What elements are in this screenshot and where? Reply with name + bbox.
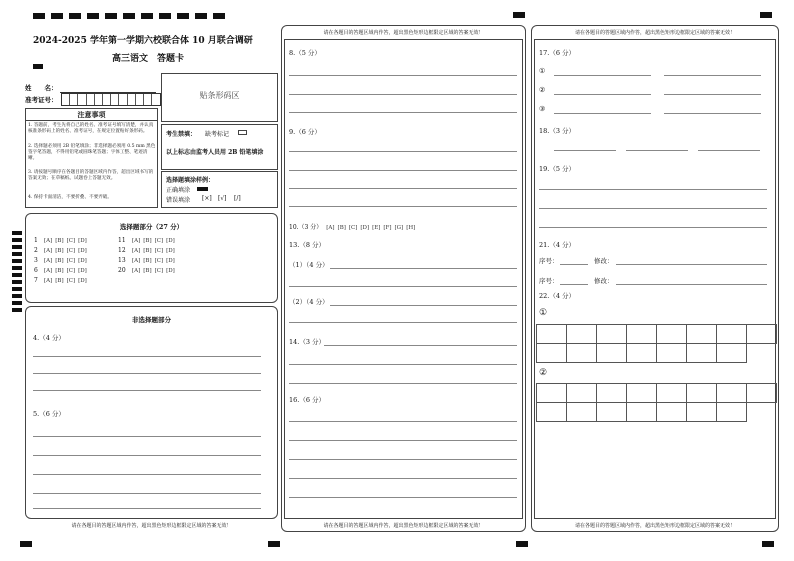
q10-choice-row[interactable]: 10.（3 分） [A] [B] [C] [D] [E] [F] [G] [H] xyxy=(289,224,416,231)
fill-example-title: 选择题填涂样例： xyxy=(166,177,215,184)
answer-line[interactable] xyxy=(539,227,767,228)
answer-region xyxy=(284,39,523,519)
choice-section-title: 选择题部分（27 分） xyxy=(119,223,184,231)
choice-row[interactable]: 7 [A] [B] [C] [D] xyxy=(34,277,87,284)
answer-line[interactable] xyxy=(33,436,261,437)
fix-field[interactable] xyxy=(616,284,767,285)
question-label: 21.（4 分） xyxy=(539,241,576,249)
sub-mark: ① xyxy=(539,308,548,318)
registration-mark xyxy=(159,13,171,19)
question-label: 22.（4 分） xyxy=(539,292,576,300)
answer-line[interactable] xyxy=(664,75,761,76)
wrong-fill-label: 错误填涂 xyxy=(166,197,191,204)
registration-mark xyxy=(195,13,207,19)
answer-line[interactable] xyxy=(539,189,767,190)
registration-mark xyxy=(268,541,280,547)
name-label: 姓 名： xyxy=(25,84,58,92)
answer-line[interactable] xyxy=(554,150,616,151)
answer-line[interactable] xyxy=(289,286,517,287)
answer-line[interactable] xyxy=(33,356,261,357)
registration-mark xyxy=(20,541,32,547)
choice-row[interactable]: 12 [A] [B] [C] [D] xyxy=(118,247,175,254)
id-label: 准考证号： xyxy=(25,96,58,104)
correct-fill-label: 正确填涂 xyxy=(166,187,191,194)
registration-mark xyxy=(69,13,81,19)
registration-mark xyxy=(213,13,225,19)
answer-line[interactable] xyxy=(33,455,261,456)
sub-mark: ② xyxy=(539,368,548,378)
sub-mark: ③ xyxy=(539,105,546,113)
fix-label: 修改： xyxy=(594,257,614,265)
answer-line[interactable] xyxy=(33,493,261,494)
choice-row[interactable]: 2 [A] [B] [C] [D] xyxy=(34,247,87,254)
sub-mark: ① xyxy=(539,67,546,75)
registration-mark xyxy=(762,541,774,547)
boundary-warning: 请在各题目的答题区域内作答，超出黑色矩形边框限定区域的答案无效！ xyxy=(323,523,484,529)
question-label: 16.（6 分） xyxy=(289,396,326,404)
answer-line[interactable] xyxy=(289,459,517,460)
answer-line[interactable] xyxy=(289,112,517,113)
choice-row[interactable]: 20 [A] [B] [C] [D] xyxy=(118,267,175,274)
answer-line[interactable] xyxy=(289,206,517,207)
question-label: 13.（8 分） xyxy=(289,241,326,249)
forbidden-label: 考生禁填： xyxy=(166,131,197,138)
registration-mark xyxy=(87,13,99,19)
registration-mark xyxy=(177,13,189,19)
question-label: 14.（3 分） xyxy=(289,338,326,346)
answer-line[interactable] xyxy=(664,113,761,114)
note-item: 1. 答题前，考生先将自己的姓名、准考证号填写清楚，并认真核准条形码上的姓名、准考证号，在规定位置贴好条形码。 xyxy=(28,123,154,135)
answer-line[interactable] xyxy=(554,113,651,114)
registration-mark xyxy=(760,12,772,18)
notes-title: 注意事项 xyxy=(77,110,106,119)
question-label: 19.（5 分） xyxy=(539,165,576,173)
answer-line[interactable] xyxy=(664,94,761,95)
answer-line[interactable] xyxy=(289,478,517,479)
answer-line[interactable] xyxy=(33,508,261,509)
answer-line[interactable] xyxy=(289,421,517,422)
answer-line[interactable] xyxy=(289,188,517,189)
answer-line[interactable] xyxy=(289,364,517,365)
answer-line[interactable] xyxy=(289,383,517,384)
answer-line[interactable] xyxy=(289,440,517,441)
answer-line[interactable] xyxy=(289,151,517,152)
note-item: 4. 保持卡面清洁，不要折叠、不要弄破。 xyxy=(28,195,112,200)
id-number-field[interactable] xyxy=(61,93,161,106)
answer-line[interactable] xyxy=(289,170,517,171)
writing-grid[interactable] xyxy=(536,383,777,422)
question-label: 18.（3 分） xyxy=(539,127,576,135)
absent-checkbox[interactable] xyxy=(238,130,247,135)
choice-row[interactable]: 13 [A] [B] [C] [D] xyxy=(118,257,175,264)
boundary-warning: 请在各题目的答题区域内作答，超出黑色矩形边框限定区域的答案无效！ xyxy=(71,523,232,529)
answer-line[interactable] xyxy=(289,94,517,95)
answer-line[interactable] xyxy=(289,497,517,498)
answer-line[interactable] xyxy=(324,345,517,346)
proctor-note: 以上标志由监考人员用 2B 铅笔填涂 xyxy=(166,149,264,156)
answer-line[interactable] xyxy=(330,305,517,306)
seq-label: 序号： xyxy=(539,277,559,285)
question-label: 17.（6 分） xyxy=(539,49,576,57)
barcode-label: 贴条形码区 xyxy=(199,91,240,100)
correct-fill-sample xyxy=(197,187,208,191)
absent-label: 缺考标记 xyxy=(205,131,230,138)
question-label: （2）（4 分） xyxy=(289,298,329,306)
wrong-fill-sample: [√] xyxy=(218,195,227,202)
choice-row[interactable]: 1 [A] [B] [C] [D] xyxy=(34,237,87,244)
boundary-warning: 请在各题目的答题区域内作答，超出黑色矩形边框限定区域的答案无效！ xyxy=(323,30,484,36)
registration-mark xyxy=(516,541,528,547)
answer-line[interactable] xyxy=(539,208,767,209)
seq-label: 序号： xyxy=(539,257,559,265)
answer-line[interactable] xyxy=(289,75,517,76)
answer-line[interactable] xyxy=(289,322,517,323)
question-label: 9.（6 分） xyxy=(289,128,321,136)
answer-line[interactable] xyxy=(626,150,688,151)
note-item: 2. 选择题必须用 2B 铅笔填涂；非选择题必须用 0.5 mm 黑色签字笔答题，不得用铅笔或圆珠笔答题；字体工整、笔迹清晰。 xyxy=(28,144,156,162)
answer-line[interactable] xyxy=(554,94,651,95)
registration-mark xyxy=(105,13,117,19)
fix-label: 修改： xyxy=(594,277,614,285)
boundary-warning: 请在各题目的答题区域内作答，超出黑色矩形边框限定区域的答案无效！ xyxy=(574,30,735,36)
choice-row[interactable]: 6 [A] [B] [C] [D] xyxy=(34,267,87,274)
writing-grid[interactable] xyxy=(536,324,777,363)
question-label: （1）（4 分） xyxy=(289,261,329,269)
choice-row[interactable]: 3 [A] [B] [C] [D] xyxy=(34,257,87,264)
wrong-fill-sample: [/] xyxy=(234,195,241,202)
answer-line[interactable] xyxy=(33,373,261,374)
registration-mark xyxy=(33,13,45,19)
registration-mark xyxy=(123,13,135,19)
question-label: 8.（5 分） xyxy=(289,49,321,57)
registration-mark xyxy=(513,12,525,18)
seq-field[interactable] xyxy=(560,264,588,265)
answer-line[interactable] xyxy=(33,474,261,475)
exam-title: 2024-2025 学年第一学期六校联合体 10 月联合调研 xyxy=(33,36,253,46)
boundary-warning: 请在各题目的答题区域内作答，超出黑色矩形边框限定区域的答案无效！ xyxy=(574,523,735,529)
answer-line[interactable] xyxy=(330,268,517,269)
question-label: 5.（6 分） xyxy=(33,410,65,418)
answer-region xyxy=(534,39,776,519)
note-item: 3. 请按题号顺序在各题目的答题区域内作答，超出区域书写的答案无效；在草稿纸、试题卷上答题无效。 xyxy=(28,170,154,182)
exam-subtitle: 高三语文 答题卡 xyxy=(112,54,185,64)
seq-field[interactable] xyxy=(560,284,588,285)
fix-field[interactable] xyxy=(616,264,767,265)
answer-line[interactable] xyxy=(33,390,261,391)
choice-row[interactable]: 11 [A] [B] [C] [D] xyxy=(118,237,175,244)
nonchoice-section-title: 非选择题部分 xyxy=(132,316,171,324)
registration-mark xyxy=(141,13,153,19)
sub-mark: ② xyxy=(539,86,546,94)
registration-mark xyxy=(33,64,43,69)
registration-mark xyxy=(51,13,63,19)
answer-line[interactable] xyxy=(698,150,760,151)
question-label: 4.（4 分） xyxy=(33,334,65,342)
wrong-fill-sample: [×] xyxy=(202,195,212,202)
answer-line[interactable] xyxy=(554,75,651,76)
